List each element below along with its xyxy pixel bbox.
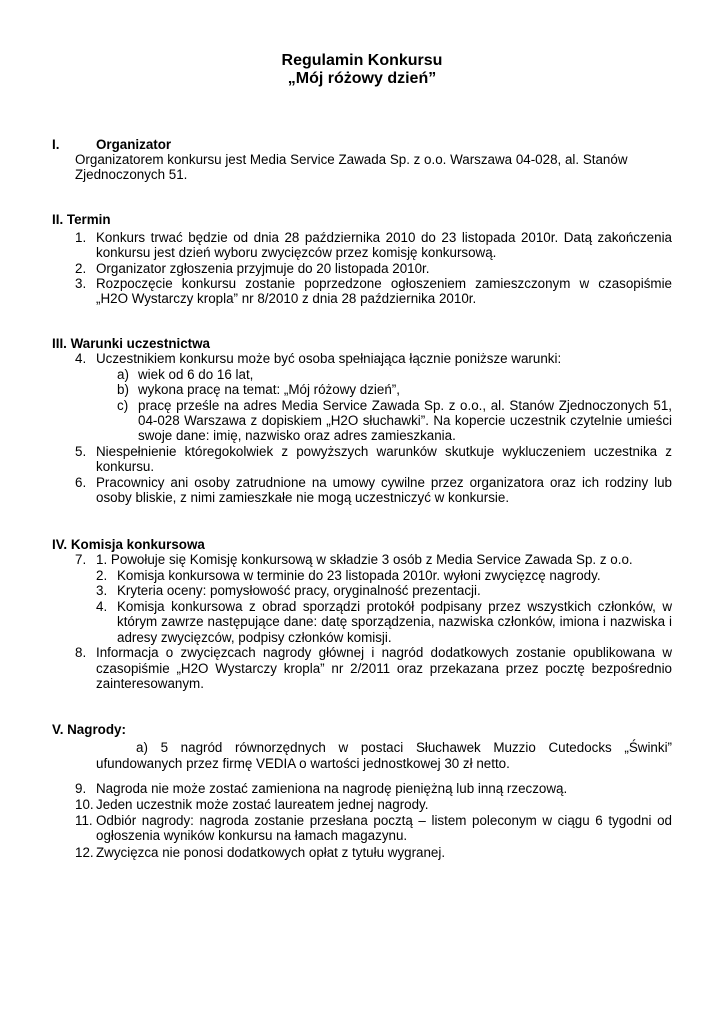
- text-line: Zjednoczonych 51.: [75, 167, 188, 182]
- item-number: 8.: [75, 645, 87, 660]
- item-number: 6.: [75, 475, 87, 490]
- item-number: 7.: [75, 552, 87, 567]
- text-line: Pracownicy ani osoby zatrudnione na umowy cywilne przez organizatora oraz ich rodziny lub: [96, 475, 672, 490]
- text-line: Organizator zgłoszenia przyjmuje do 20 listopada 2010r.: [96, 261, 430, 276]
- item-number: 10.: [75, 797, 94, 812]
- section-heading: V. Nagrody:: [52, 722, 126, 737]
- text-line: adresy zwycięzców, podpisy członków komisji.: [117, 630, 392, 645]
- text-line: „H2O Wystarczy kropla” nr 8/2010 z dnia 28 października 2010r.: [96, 291, 477, 306]
- section-heading: Organizator: [96, 137, 172, 152]
- section-number: I.: [52, 137, 60, 152]
- text-line: Nagroda nie może zostać zamieniona na nagrodę pieniężną lub inną rzeczową.: [96, 781, 568, 796]
- section-heading: II. Termin: [52, 212, 111, 227]
- text-line: Komisja konkursowa z obrad sporządzi protokół podpisany przez wszystkich członków, w: [117, 599, 672, 614]
- text-line: 04-028 Warszawa z dopiskiem „H2O słuchawki”. Na kopercie uczestnik czytelnie umieści: [138, 413, 672, 428]
- text-line: Rozpoczęcie konkursu zostanie poprzedzone ogłoszeniem zamieszczonym w czasopiśmie: [96, 276, 672, 291]
- text-line: Jeden uczestnik może zostać laureatem jednej nagrody.: [96, 797, 429, 812]
- text-line: pracę prześle na adres Media Service Zawada Sp. z o.o., al. Stanów Zjednoczonych 51,: [138, 398, 672, 413]
- sub-letter: a): [117, 367, 129, 382]
- text-line: ufundowanych przez firmę VEDIA o wartości jednostkowej 30 zł netto.: [96, 756, 510, 771]
- text-line: konkursu.: [96, 459, 155, 474]
- section-heading: III. Warunki uczestnictwa: [52, 336, 210, 351]
- text-line: Odbiór nagrody: nagroda zostanie przesłana pocztą – listem poleconym w ciągu 6 tygodni od: [96, 813, 672, 828]
- item-number: 1.: [75, 230, 87, 245]
- text-line: konkursu jest dzień wyboru zwycięzców przez komisję konkursową.: [96, 245, 497, 260]
- text-line: a) 5 nagród równorzędnych w postaci Słuchawek Muzzio Cutedocks „Świnki”: [136, 740, 672, 755]
- text-line: Niespełnienie któregokolwiek z powyższych warunków skutkuje wykluczeniem uczestnika z: [96, 444, 672, 459]
- text-line: ogłoszenia wyników konkursu na łamach magazynu.: [96, 828, 408, 843]
- text-line: swoje dane: imię, nazwisko oraz adres zamieszkania.: [138, 428, 456, 443]
- text-line: Informacja o zwycięzcach nagrody głównej i nagród dodatkowych zostanie opublikowana w: [96, 645, 672, 660]
- item-number: 11.: [75, 813, 93, 828]
- text-line: Komisja konkursowa w terminie do 23 listopada 2010r. wyłoni zwycięzcę nagrody.: [117, 568, 601, 583]
- item-number: 3.: [75, 276, 87, 291]
- sub-number: 4.: [96, 599, 108, 614]
- text-line: Zwycięzca nie ponosi dodatkowych opłat z tytułu wygranej.: [96, 845, 446, 860]
- text-line: wiek od 6 do 16 lat,: [138, 367, 254, 382]
- sub-letter: b): [117, 382, 129, 397]
- subtitle: „Mój różowy dzień”: [287, 70, 437, 87]
- text-line: Konkurs trwać będzie od dnia 28 października 2010 do 23 listopada 2010r. Datą zakończenia: [96, 230, 672, 245]
- text-line: Uczestnikiem konkursu może być osoba spełniająca łącznie poniższe warunki:: [96, 351, 562, 366]
- section-heading: IV. Komisja konkursowa: [52, 537, 205, 552]
- sub-number: 3.: [96, 583, 108, 598]
- item-number: 12.: [75, 845, 94, 860]
- text-line: Kryteria oceny: pomysłowość pracy, oryginalność prezentacji.: [117, 583, 481, 598]
- item-number: 4.: [75, 351, 87, 366]
- item-number: 2.: [75, 261, 87, 276]
- text-line: wykona pracę na temat: „Mój różowy dzień”,: [138, 382, 400, 397]
- item-number: 5.: [75, 444, 87, 459]
- text-line: którym zawrze następujące dane: datę sporządzenia, nazwiska członków, imiona i nazwiska i: [117, 614, 672, 629]
- text-line: osoby bliskie, z nimi zamieszkałe nie mogą uczestniczyć w konkursie.: [96, 490, 510, 505]
- sub-number: 2.: [96, 568, 108, 583]
- item-number: 9.: [75, 781, 87, 796]
- text-line: 1. Powołuje się Komisję konkursową w składzie 3 osób z Media Service Zawada Sp. z o.o.: [96, 552, 633, 567]
- text-line: czasopiśmie „H2O Wystarczy kropla” nr 2/2011 oraz przekazana przez pocztę bezpośrednio: [96, 661, 672, 676]
- text-line: Organizatorem konkursu jest Media Service Zawada Sp. z o.o. Warszawa 04-028, al. Stanów: [75, 152, 628, 167]
- sub-letter: c): [117, 398, 129, 413]
- text-line: zainteresowanym.: [96, 676, 204, 691]
- title: Regulamin Konkursu: [281, 52, 443, 69]
